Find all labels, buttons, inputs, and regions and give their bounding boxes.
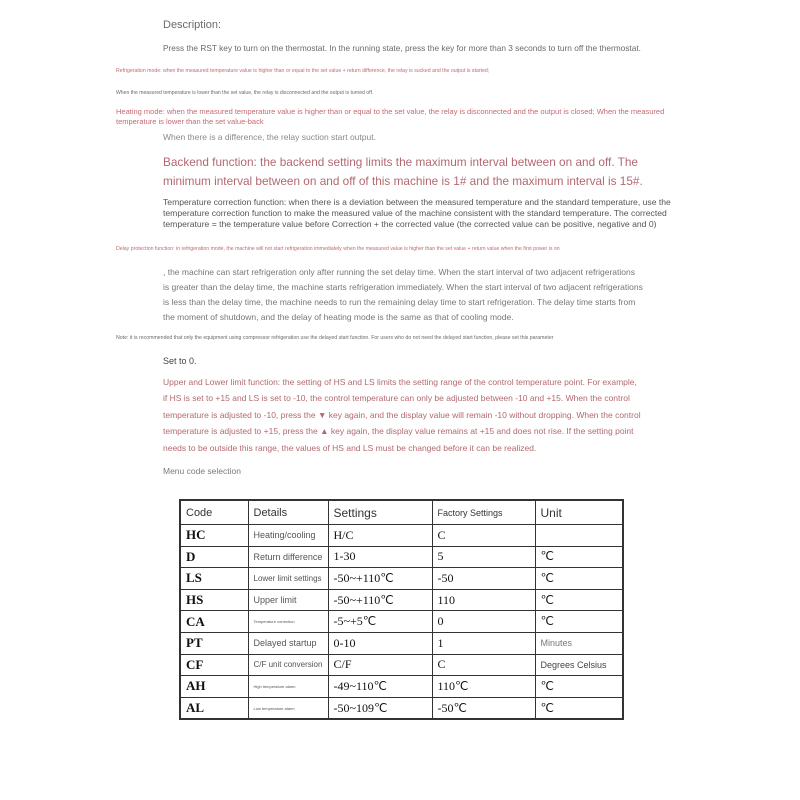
cell-factory: 1 bbox=[432, 632, 535, 654]
cell-code: CF bbox=[180, 654, 248, 676]
table-header-row bbox=[180, 500, 623, 525]
table-row bbox=[180, 676, 623, 698]
table-row bbox=[180, 568, 623, 590]
cell-code: HC bbox=[180, 525, 248, 547]
cell-unit bbox=[535, 525, 623, 547]
header-details: Details bbox=[248, 500, 328, 525]
cell-unit: Minutes bbox=[535, 632, 623, 654]
paragraph-relay-suction: When there is a difference, the relay suction start output. bbox=[163, 132, 376, 142]
cell-factory: 110℃ bbox=[432, 676, 535, 698]
cell-details: Heating/cooling bbox=[248, 525, 328, 547]
cell-settings: H/C bbox=[328, 525, 432, 547]
cell-code: LS bbox=[180, 568, 248, 590]
cell-settings: -50~+110℃ bbox=[328, 589, 432, 611]
cell-settings: -5~+5℃ bbox=[328, 611, 432, 633]
cell-settings: -49~110℃ bbox=[328, 676, 432, 698]
cell-code: D bbox=[180, 546, 248, 568]
paragraph-heating-mode: Heating mode: when the measured temperature value is higher than or equal to the set value, the relay is disconnected and the output is closed; When the measured temperature is lower than the set value-back bbox=[116, 107, 665, 126]
paragraph-delay-continued: , the machine can start refrigeration only after running the set delay time. When the start interval of two adjacent refrigerations is greater than the delay time, the machine starts refrigeration immediately. When the start interval of two adjacent refrigerations is less than the delay time, the machine needs to run the remaining delay time to start refrigeration. The delay time starts from the moment of shutdown, and the delay of heating mode is the same as that of cooling mode. bbox=[163, 267, 643, 322]
cell-code: PT bbox=[180, 632, 248, 654]
cell-factory: 5 bbox=[432, 546, 535, 568]
cell-unit: ℃ bbox=[535, 568, 623, 590]
table-row bbox=[180, 654, 623, 676]
table-row bbox=[180, 697, 623, 719]
menu-code-table bbox=[179, 499, 624, 720]
table-row bbox=[180, 546, 623, 568]
table-row bbox=[180, 525, 623, 547]
cell-details: High temperature alarm bbox=[248, 676, 328, 698]
cell-factory: C bbox=[432, 654, 535, 676]
paragraph-note: Note: it is recommended that only the equipment using compressor refrigeration use the delayed start function. For users who do not need the delayed start function, please set this parameter bbox=[116, 335, 554, 341]
cell-code: CA bbox=[180, 611, 248, 633]
header-settings: Settings bbox=[328, 500, 432, 525]
cell-factory: 0 bbox=[432, 611, 535, 633]
description-title: Description: bbox=[163, 19, 222, 31]
paragraph-rst-key: Press the RST key to turn on the thermostat. In the running state, press the key for more than 3 seconds to turn off the thermostat. bbox=[163, 43, 641, 53]
cell-details: Delayed startup bbox=[248, 632, 328, 654]
cell-settings: 0-10 bbox=[328, 632, 432, 654]
cell-settings: -50~+110℃ bbox=[328, 568, 432, 590]
paragraph-backend-function: Backend function: the backend setting limits the maximum interval between on and off. The minimum interval between on and off of this machine is 1# and the maximum interval is 15#. bbox=[163, 155, 643, 188]
cell-settings: 1-30 bbox=[328, 546, 432, 568]
paragraph-upper-lower-limit: Upper and Lower limit function: the setting of HS and LS limits the setting range of the control temperature point. For example, if HS is set to +15 and LS is set to -10, the control temperature can only be adjusted between -10 and +15. When the control temperature is adjusted to -10, press the ▼ key again, and the display value will remain -10 without dropping. When the control temperature is adjusted to +15, press the ▲ key again, the display value remains at +15 and does not rise. If the setting point needs to be outside this range, the values of HS and LS must be changed before it can be realized. bbox=[163, 377, 641, 453]
cell-factory: C bbox=[432, 525, 535, 547]
cell-details: Lower limit settings bbox=[248, 568, 328, 590]
paragraph-lower-than-set: When the measured temperature is lower than the set value, the relay is disconnected and the output is turned off. bbox=[116, 90, 374, 96]
cell-factory: 110 bbox=[432, 589, 535, 611]
header-factory-settings: Factory Settings bbox=[432, 500, 535, 525]
cell-details: Return difference bbox=[248, 546, 328, 568]
table-row bbox=[180, 611, 623, 633]
cell-unit: ℃ bbox=[535, 589, 623, 611]
cell-details: Temperature correction bbox=[248, 611, 328, 633]
header-unit: Unit bbox=[535, 500, 623, 525]
menu-code-title: Menu code selection bbox=[163, 466, 241, 476]
table-row bbox=[180, 632, 623, 654]
cell-settings: C/F bbox=[328, 654, 432, 676]
table-row bbox=[180, 589, 623, 611]
header-code: Code bbox=[180, 500, 248, 525]
paragraph-delay-protection: Delay protection function: in refrigeration mode, the machine will not start refrigeration immediately when the measured value is higher than the set value + return value when the first power is on bbox=[116, 246, 560, 252]
paragraph-set-to-0: Set to 0. bbox=[163, 356, 197, 366]
cell-unit: Degrees Celsius bbox=[535, 654, 623, 676]
paragraph-temperature-correction: Temperature correction function: when there is a deviation between the measured temperature and the standard temperature, use the temperature correction function to make the measured value of the machine consistent with the standard temperature. The corrected temperature = the temperature value before Correction + the corrected value (the corrected value can be positive, negative and 0) bbox=[163, 197, 671, 229]
cell-code: AH bbox=[180, 676, 248, 698]
cell-settings: -50~109℃ bbox=[328, 697, 432, 719]
cell-unit: ℃ bbox=[535, 546, 623, 568]
cell-details: Low temperature alarm bbox=[248, 697, 328, 719]
cell-factory: -50℃ bbox=[432, 697, 535, 719]
cell-code: AL bbox=[180, 697, 248, 719]
cell-details: C/F unit conversion bbox=[248, 654, 328, 676]
cell-unit: ℃ bbox=[535, 611, 623, 633]
cell-unit: ℃ bbox=[535, 697, 623, 719]
cell-details: Upper limit bbox=[248, 589, 328, 611]
cell-factory: -50 bbox=[432, 568, 535, 590]
cell-code: HS bbox=[180, 589, 248, 611]
paragraph-refrigeration-mode: Refrigeration mode: when the measured temperature value is higher than or equal to the set value + return difference, the relay is sucked and the output is started; bbox=[116, 68, 490, 74]
cell-unit: ℃ bbox=[535, 676, 623, 698]
